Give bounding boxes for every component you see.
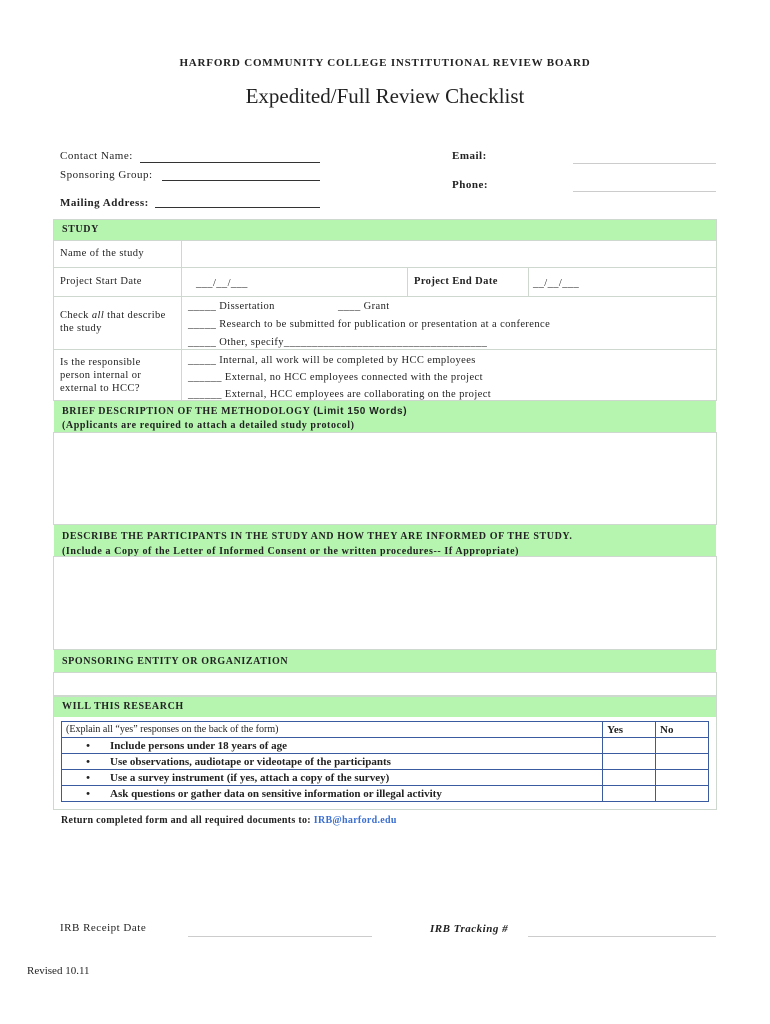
methodology-textarea[interactable] [53, 432, 717, 525]
email-field[interactable] [573, 163, 716, 164]
irb-email-link[interactable]: IRB@harford.edu [313, 815, 397, 826]
no-answer-cell[interactable] [656, 770, 709, 786]
yes-answer-cell[interactable] [603, 770, 656, 786]
return-instructions: Return completed form and all required documents to: IRB@harford.edu [61, 815, 397, 826]
sponsoring-group-field[interactable] [162, 180, 320, 181]
explain-note: (Explain all “yes” responses on the back of the form) [62, 722, 603, 738]
option-dissertation[interactable]: _____ Dissertation [188, 301, 275, 312]
research-questions-table [61, 721, 709, 802]
question-row: • Use observations, audiotape or videotape of the participants [62, 754, 709, 770]
option-grant[interactable]: ____ Grant [338, 301, 390, 312]
sponsoring-group-label: Sponsoring Group: [60, 169, 153, 181]
contact-name-label: Contact Name: [60, 150, 133, 162]
no-column-header: No [656, 722, 709, 738]
question-text: Use observations, audiotape or videotape of the participants [110, 755, 391, 768]
option-external-collab[interactable]: ______ External, HCC employees are collaborating on the project [188, 389, 492, 400]
option-other[interactable]: _____ Other, specify____________________________________ [188, 337, 488, 348]
responsible-person-label: Is the responsible person internal or external to HCC? [60, 357, 142, 394]
start-date-label: Project Start Date [60, 276, 142, 287]
yes-answer-cell[interactable] [603, 786, 656, 802]
participants-heading: DESCRIBE THE PARTICIPANTS IN THE STUDY AND HOW THEY ARE INFORMED OF THE STUDY. (Include a Copy of the Letter of Informed Consent or the written procedures-- If Appropriate) [54, 525, 716, 556]
end-date-field[interactable]: __/__/___ [533, 278, 580, 289]
option-publication[interactable]: _____ Research to be submitted for publication or presentation at a conference [188, 319, 551, 330]
option-internal[interactable]: _____ Internal, all work will be completed by HCC employees [188, 355, 476, 366]
question-row: • Include persons under 18 years of age [62, 738, 709, 754]
irb-tracking-label: IRB Tracking # [430, 923, 509, 935]
irb-tracking-field[interactable] [528, 936, 716, 937]
study-name-field[interactable] [181, 240, 718, 267]
question-row: • Ask questions or gather data on sensitive information or illegal activity [62, 786, 709, 802]
research-heading: WILL THIS RESEARCH [54, 697, 716, 717]
methodology-heading: BRIEF DESCRIPTION OF THE METHODOLOGY (Limit 150 Words) (Applicants are required to attach a detailed study protocol) [54, 401, 716, 432]
mailing-address-field[interactable] [155, 207, 320, 208]
phone-field[interactable] [573, 191, 716, 192]
irb-receipt-date-field[interactable] [188, 936, 372, 937]
yes-column-header: Yes [603, 722, 656, 738]
option-external-none[interactable]: ______ External, no HCC employees connected with the project [188, 372, 483, 383]
question-text: Ask questions or gather data on sensitive information or illegal activity [110, 787, 442, 800]
contact-name-field[interactable] [140, 162, 320, 163]
irb-receipt-date-label: IRB Receipt Date [60, 922, 147, 934]
sponsoring-field[interactable] [53, 672, 717, 696]
page-title: Expedited/Full Review Checklist [245, 84, 525, 108]
yes-answer-cell[interactable] [603, 754, 656, 770]
organization-heading: HARFORD COMMUNITY COLLEGE INSTITUTIONAL REVIEW BOARD [179, 57, 591, 69]
question-text: Use a survey instrument (if yes, attach a copy of the survey) [110, 771, 390, 784]
mailing-address-label: Mailing Address: [60, 197, 149, 209]
study-heading: STUDY [54, 220, 716, 240]
check-all-label: Check all that describe the study [60, 310, 166, 334]
yes-answer-cell[interactable] [603, 738, 656, 754]
end-date-label: Project End Date [414, 276, 498, 287]
study-name-label: Name of the study [60, 248, 145, 259]
no-answer-cell[interactable] [656, 786, 709, 802]
phone-label: Phone: [452, 179, 488, 191]
start-date-field[interactable]: ___/__/___ [196, 278, 248, 289]
question-row: • Use a survey instrument (if yes, attach a copy of the survey) [62, 770, 709, 786]
sponsoring-heading: SPONSORING ENTITY OR ORGANIZATION [54, 650, 716, 672]
no-answer-cell[interactable] [656, 738, 709, 754]
email-label: Email: [452, 150, 487, 162]
revision-note: Revised 10.11 [27, 965, 90, 977]
no-answer-cell[interactable] [656, 754, 709, 770]
participants-textarea[interactable] [53, 556, 717, 650]
question-text: Include persons under 18 years of age [110, 739, 288, 752]
